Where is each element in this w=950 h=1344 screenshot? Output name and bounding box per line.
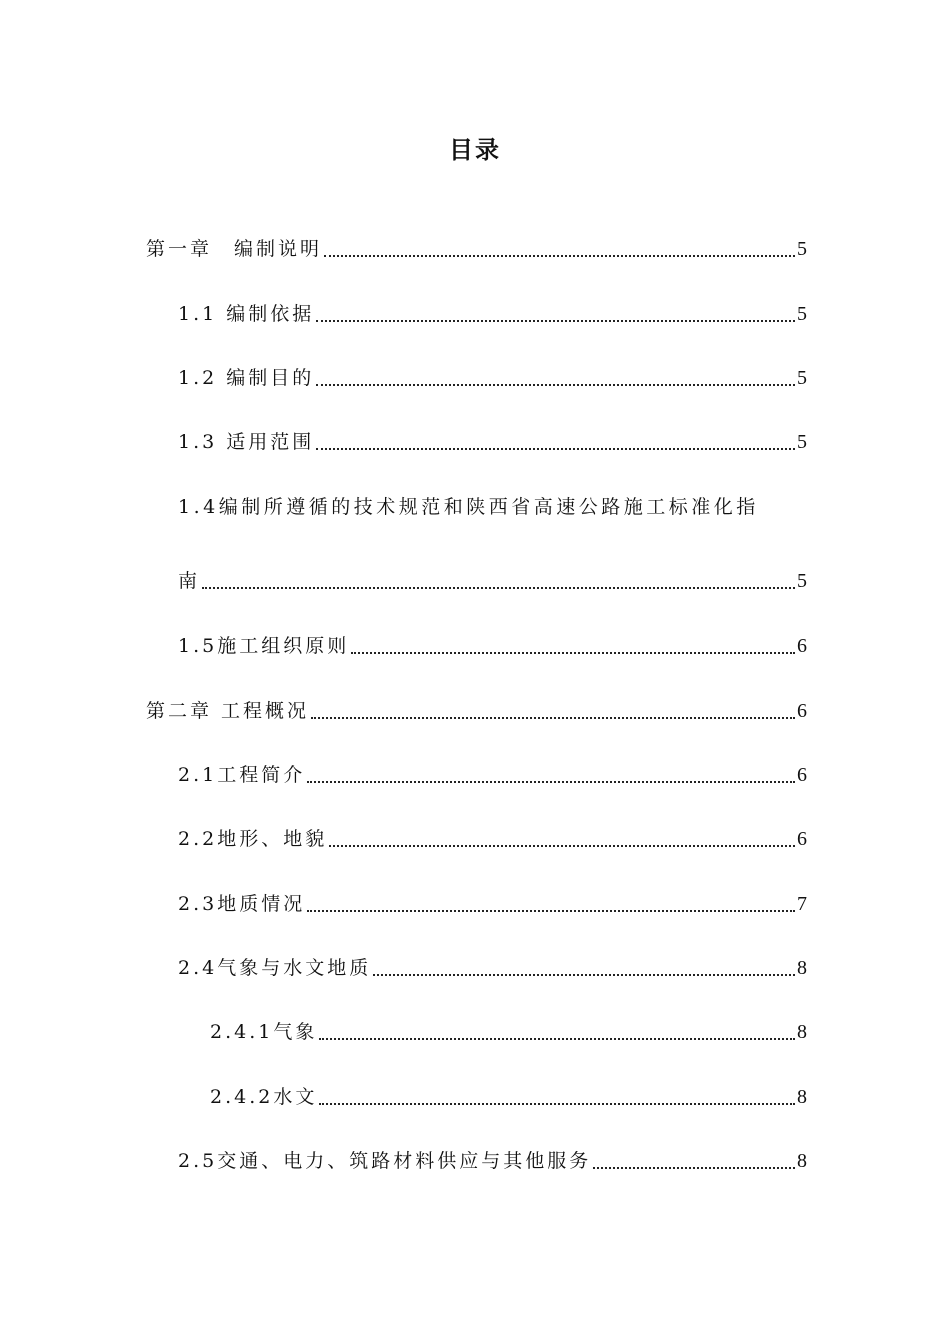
- toc-entry-label: 第一章 编制说明: [146, 238, 323, 260]
- toc-title: 目录: [449, 136, 501, 164]
- toc-entry-label: 1.3 适用范围: [178, 431, 315, 453]
- toc-entry-label: 2.1工程简介: [178, 764, 306, 786]
- toc-entry-label: 第二章 工程概况: [146, 700, 310, 722]
- toc-entry-label: 2.2地形、地貌: [178, 828, 328, 850]
- toc-line: [178, 1145, 807, 1175]
- toc-entry-1-5[interactable]: [0, 630, 950, 660]
- toc-entry-label: 1.1 编制依据: [178, 303, 315, 325]
- toc-leader-dots: [316, 448, 795, 450]
- toc-line: [178, 630, 807, 660]
- toc-leader-dots: [593, 1167, 795, 1169]
- toc-leader-dots: [324, 255, 795, 257]
- toc-line: [146, 233, 807, 263]
- toc-page-number: 5: [797, 431, 807, 453]
- toc-entry-label: 2.4.1气象: [210, 1021, 318, 1043]
- toc-page-number: 6: [797, 828, 807, 850]
- toc-page-number: 8: [797, 1086, 807, 1108]
- toc-line: [178, 298, 807, 328]
- toc-leader-dots: [316, 320, 795, 322]
- toc-line: [178, 759, 807, 789]
- toc-line: [178, 565, 807, 595]
- toc-page-number: 6: [797, 635, 807, 657]
- toc-page-number: 8: [797, 1150, 807, 1172]
- toc-line: [178, 888, 807, 918]
- toc-page-number: 8: [797, 957, 807, 979]
- toc-line: [178, 952, 807, 982]
- toc-entry-label: 1.5施工组织原则: [178, 635, 350, 657]
- toc-entry-label: 南: [178, 570, 201, 592]
- toc-leader-dots: [373, 974, 795, 976]
- toc-entry-chapter-1[interactable]: [0, 233, 950, 263]
- toc-entry-chapter-2[interactable]: [0, 695, 950, 725]
- toc-entry-label: 2.4气象与水文地质: [178, 957, 372, 979]
- toc-leader-dots: [316, 384, 795, 386]
- toc-leader-dots: [311, 717, 795, 719]
- toc-page-number: 5: [797, 238, 807, 260]
- toc-leader-dots: [351, 652, 795, 654]
- toc-page-number: 6: [797, 700, 807, 722]
- toc-entry-label: 2.5交通、电力、筑路材料供应与其他服务: [178, 1150, 592, 1172]
- toc-entry-1-3[interactable]: [0, 426, 950, 456]
- toc-page-number: 5: [797, 570, 807, 592]
- toc-line: [178, 426, 807, 456]
- toc-line: [210, 1081, 807, 1111]
- toc-page-number: 7: [797, 893, 807, 915]
- toc-entry-label: 2.4.2水文: [210, 1086, 318, 1108]
- toc-line: [210, 1016, 807, 1046]
- toc-page-number: 6: [797, 764, 807, 786]
- toc-entry-2-4-1[interactable]: [0, 1016, 950, 1046]
- toc-page-number: 5: [797, 367, 807, 389]
- toc-entry-2-1[interactable]: [0, 759, 950, 789]
- toc-entry-label: 2.3地质情况: [178, 893, 306, 915]
- toc-line: [178, 362, 807, 392]
- toc-leader-dots: [319, 1038, 795, 1040]
- toc-leader-dots: [307, 910, 795, 912]
- toc-leader-dots: [329, 845, 795, 847]
- toc-line: [146, 695, 807, 725]
- toc-entry-2-5[interactable]: [0, 1145, 950, 1175]
- toc-entry-2-4-2[interactable]: [0, 1081, 950, 1111]
- toc-entry-1-2[interactable]: [0, 362, 950, 392]
- toc-leader-dots: [319, 1103, 795, 1105]
- toc-leader-dots: [202, 587, 795, 589]
- toc-entry-2-4[interactable]: [0, 952, 950, 982]
- toc-page-number: 5: [797, 303, 807, 325]
- toc-entry-label-line1: 1.4编制所遵循的技术规范和陕西省高速公路施工标准化指: [178, 496, 759, 518]
- toc-leader-dots: [307, 781, 795, 783]
- toc-entry-2-3[interactable]: [0, 888, 950, 918]
- toc-entry-2-2[interactable]: [0, 823, 950, 853]
- toc-line: [178, 823, 807, 853]
- toc-entry-1-1[interactable]: [0, 298, 950, 328]
- toc-entry-label: 1.2 编制目的: [178, 367, 315, 389]
- toc-page-number: 8: [797, 1021, 807, 1043]
- toc-entry-1-4[interactable]: [0, 492, 950, 602]
